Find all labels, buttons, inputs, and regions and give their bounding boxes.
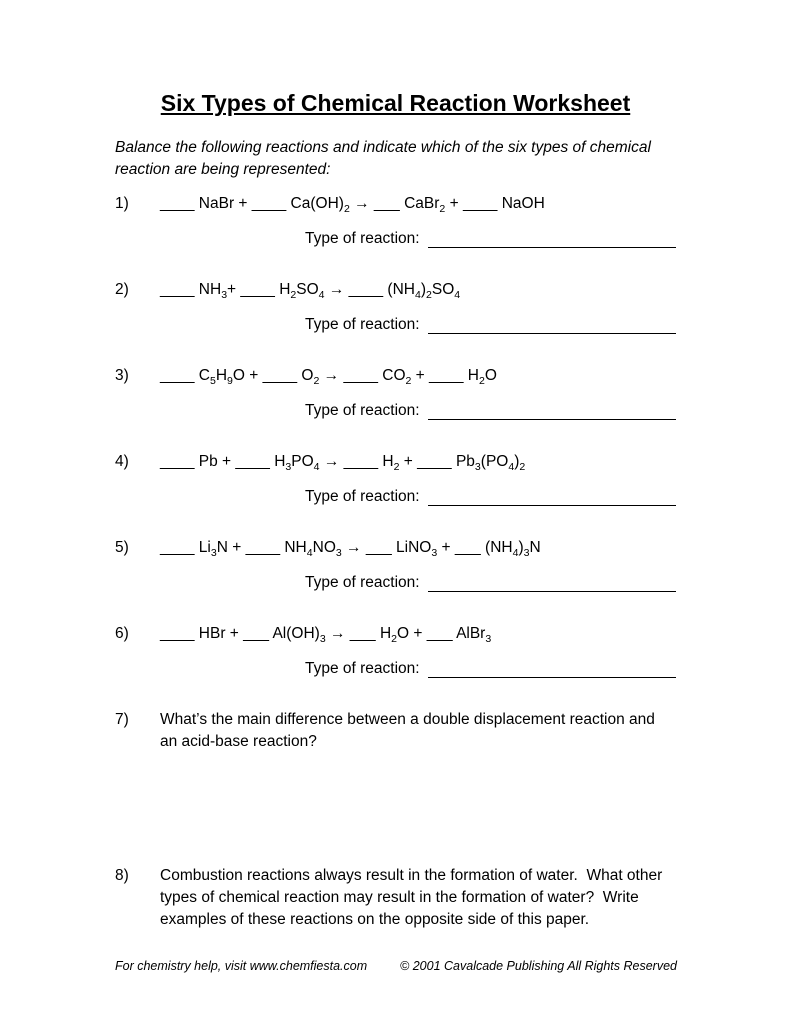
question-item-8 bbox=[115, 865, 676, 931]
question-item-6 bbox=[115, 623, 676, 679]
question-number: 8) bbox=[115, 867, 129, 884]
question-item-1 bbox=[115, 193, 676, 249]
reaction-type-answer-line[interactable] bbox=[428, 400, 676, 420]
question-item-5 bbox=[115, 537, 676, 593]
chemical-equation: ____ NaBr + ____ $Ca(OH)_2$ → ___ CaBr$_2$ + ____ NaOH bbox=[160, 195, 545, 216]
type-of-reaction-label: Type of reaction: bbox=[305, 660, 420, 677]
question-item-3 bbox=[115, 365, 676, 421]
question-text: Combustion reactions always result in the formation of water. What other types of chemical reaction may result in the formation of water? Write examples of these reactions on the opposite side of this paper. bbox=[160, 867, 667, 928]
reaction-type-answer-line[interactable] bbox=[428, 314, 676, 334]
question-item-4 bbox=[115, 451, 676, 507]
question-number: 3) bbox=[115, 367, 129, 384]
page-footer bbox=[115, 959, 677, 974]
question-item-7 bbox=[115, 709, 676, 753]
reaction-type-answer-line[interactable] bbox=[428, 658, 676, 678]
question-number: 2) bbox=[115, 281, 129, 298]
chemical-equation: ____ HBr + ___ $Al(OH)_3$ → ___ $H_2O$ + ___ AlBr$_3$ bbox=[160, 625, 492, 646]
site-credit: For chemistry help, visit www.chemfiesta.com bbox=[115, 959, 368, 973]
copyright-notice: © 2001 Cavalcade Publishing All Rights Reserved bbox=[400, 959, 677, 973]
chemical-equation: ____ Pb + ____ $H_3PO_4$ → ____ $H_2$ + ____ $Pb_3(PO_4)_2$ bbox=[160, 453, 526, 474]
chemical-equation: ____ $Li_3N$ + ____ $NH_4NO_3$ → ___ LiNO$_3$ + ___ $(NH_4)_3N$ bbox=[160, 539, 541, 560]
question-text: What’s the main difference between a double displacement reaction and an acid-base reaction? bbox=[160, 711, 660, 750]
type-of-reaction-label: Type of reaction: bbox=[305, 402, 420, 419]
question-number: 4) bbox=[115, 453, 129, 470]
type-of-reaction-label: Type of reaction: bbox=[305, 230, 420, 247]
chemical-equation: ____ $NH_3+$ ____ $H_2SO_4$ → ____ $(NH_4)_2SO_4$ bbox=[160, 281, 461, 302]
question-number: 6) bbox=[115, 625, 129, 642]
page-title: Six Types of Chemical Reaction Worksheet bbox=[160, 90, 631, 116]
question-number: 7) bbox=[115, 711, 129, 728]
chemical-equation: ____ $C_5H_9O$ + ____ $O_2$ → ____ $CO_2$ + ____ $H_2O$ bbox=[160, 367, 497, 388]
question-number: 1) bbox=[115, 195, 129, 212]
question-number: 5) bbox=[115, 539, 129, 556]
type-of-reaction-label: Type of reaction: bbox=[305, 488, 420, 505]
reaction-type-answer-line[interactable] bbox=[428, 572, 676, 592]
type-of-reaction-label: Type of reaction: bbox=[305, 574, 420, 591]
reaction-type-answer-line[interactable] bbox=[428, 228, 676, 248]
question-item-2 bbox=[115, 279, 676, 335]
reaction-type-answer-line[interactable] bbox=[428, 486, 676, 506]
type-of-reaction-label: Type of reaction: bbox=[305, 316, 420, 333]
instructions: Balance the following reactions and indicate which of the six types of chemical reaction are being represented: bbox=[115, 139, 651, 178]
